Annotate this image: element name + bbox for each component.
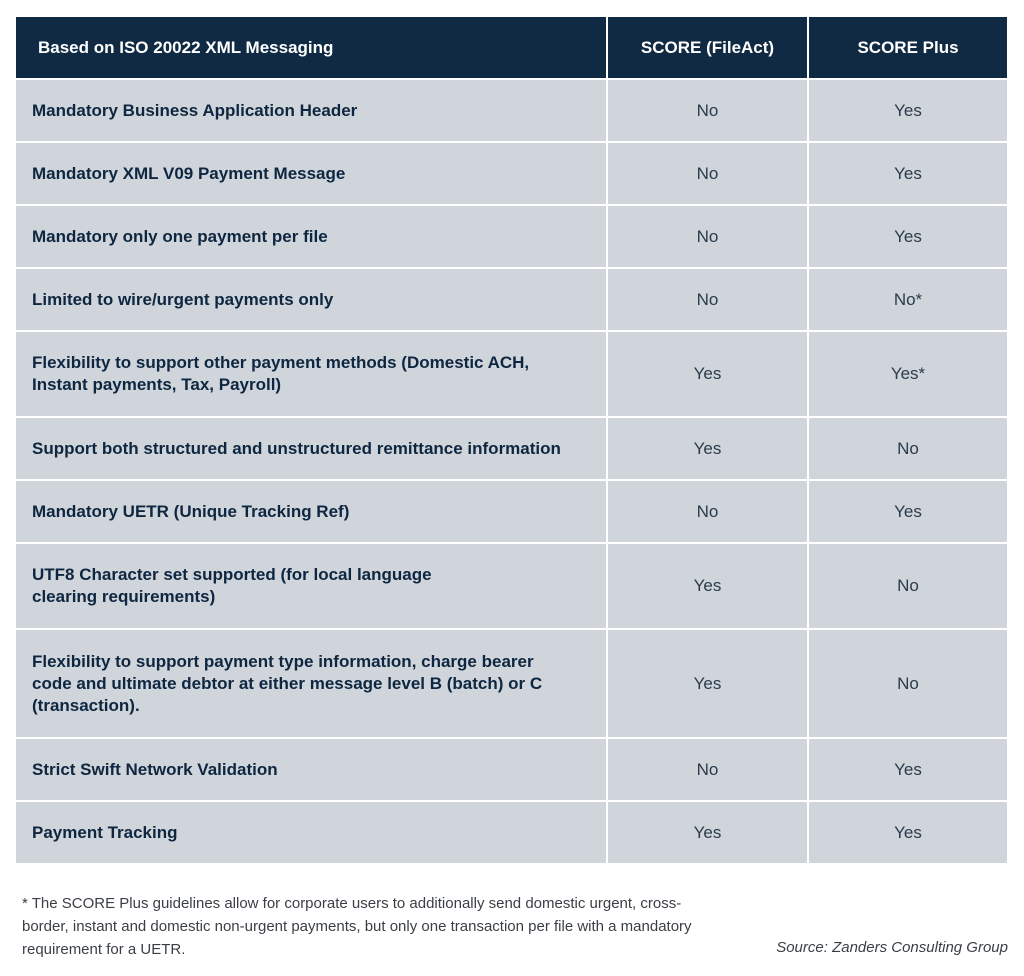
score-fileact-cell: No (606, 78, 807, 141)
score-plus-cell: Yes (807, 800, 1007, 863)
score-fileact-cell: Yes (606, 800, 807, 863)
score-fileact-cell: Yes (606, 542, 807, 628)
feature-cell: Mandatory XML V09 Payment Message (16, 141, 606, 204)
footnote: * The SCORE Plus guidelines allow for corporate users to additionally send domestic urgent, cross-border, instant and domestic non-urgent payments, but only one transaction per file with a mandatory requirement for a UETR. (22, 895, 692, 958)
table-row (16, 78, 1007, 141)
score-plus-cell: Yes (807, 78, 1007, 141)
score-plus-cell: Yes (807, 479, 1007, 542)
feature-cell: Mandatory only one payment per file (16, 204, 606, 267)
score-plus-cell: Yes (807, 141, 1007, 204)
score-plus-cell: No (807, 628, 1007, 737)
score-fileact-cell: Yes (606, 416, 807, 479)
table-row (16, 416, 1007, 479)
feature-cell: Strict Swift Network Validation (16, 737, 606, 800)
feature-cell: Mandatory UETR (Unique Tracking Ref) (16, 479, 606, 542)
table-row (16, 330, 1007, 416)
score-fileact-cell: No (606, 479, 807, 542)
comparison-table (16, 17, 1007, 863)
table-row (16, 628, 1007, 737)
feature-cell: Flexibility to support payment type information, charge bearer code and ultimate debtor at either message level B (batch) or C (transaction). (16, 628, 606, 737)
score-fileact-cell: No (606, 204, 807, 267)
table-row (16, 141, 1007, 204)
table-row (16, 479, 1007, 542)
score-fileact-cell: No (606, 141, 807, 204)
score-plus-cell: No (807, 416, 1007, 479)
feature-cell: Mandatory Business Application Header (16, 78, 606, 141)
feature-cell: UTF8 Character set supported (for local language clearing requirements) (16, 542, 606, 628)
score-fileact-cell: No (606, 737, 807, 800)
score-plus-cell: Yes (807, 737, 1007, 800)
table-row (16, 267, 1007, 330)
score-plus-cell: No* (807, 267, 1007, 330)
score-fileact-cell: Yes (606, 628, 807, 737)
header-feature: Based on ISO 20022 XML Messaging (16, 17, 606, 78)
score-plus-cell: Yes* (807, 330, 1007, 416)
feature-cell: Payment Tracking (16, 800, 606, 863)
score-plus-cell: Yes (807, 204, 1007, 267)
score-fileact-cell: Yes (606, 330, 807, 416)
score-fileact-cell: No (606, 267, 807, 330)
table-row (16, 800, 1007, 863)
header-score-plus: SCORE Plus (807, 17, 1007, 78)
table-row (16, 204, 1007, 267)
header-row (16, 17, 1007, 78)
feature-cell: Flexibility to support other payment methods (Domestic ACH, Instant payments, Tax, Payroll) (16, 330, 606, 416)
score-plus-cell: No (807, 542, 1007, 628)
source-credit: Source: Zanders Consulting Group (776, 939, 1008, 956)
feature-cell: Support both structured and unstructured remittance information (16, 416, 606, 479)
table-row (16, 542, 1007, 628)
feature-cell: Limited to wire/urgent payments only (16, 267, 606, 330)
table-row (16, 737, 1007, 800)
header-score-fileact: SCORE (FileAct) (606, 17, 807, 78)
